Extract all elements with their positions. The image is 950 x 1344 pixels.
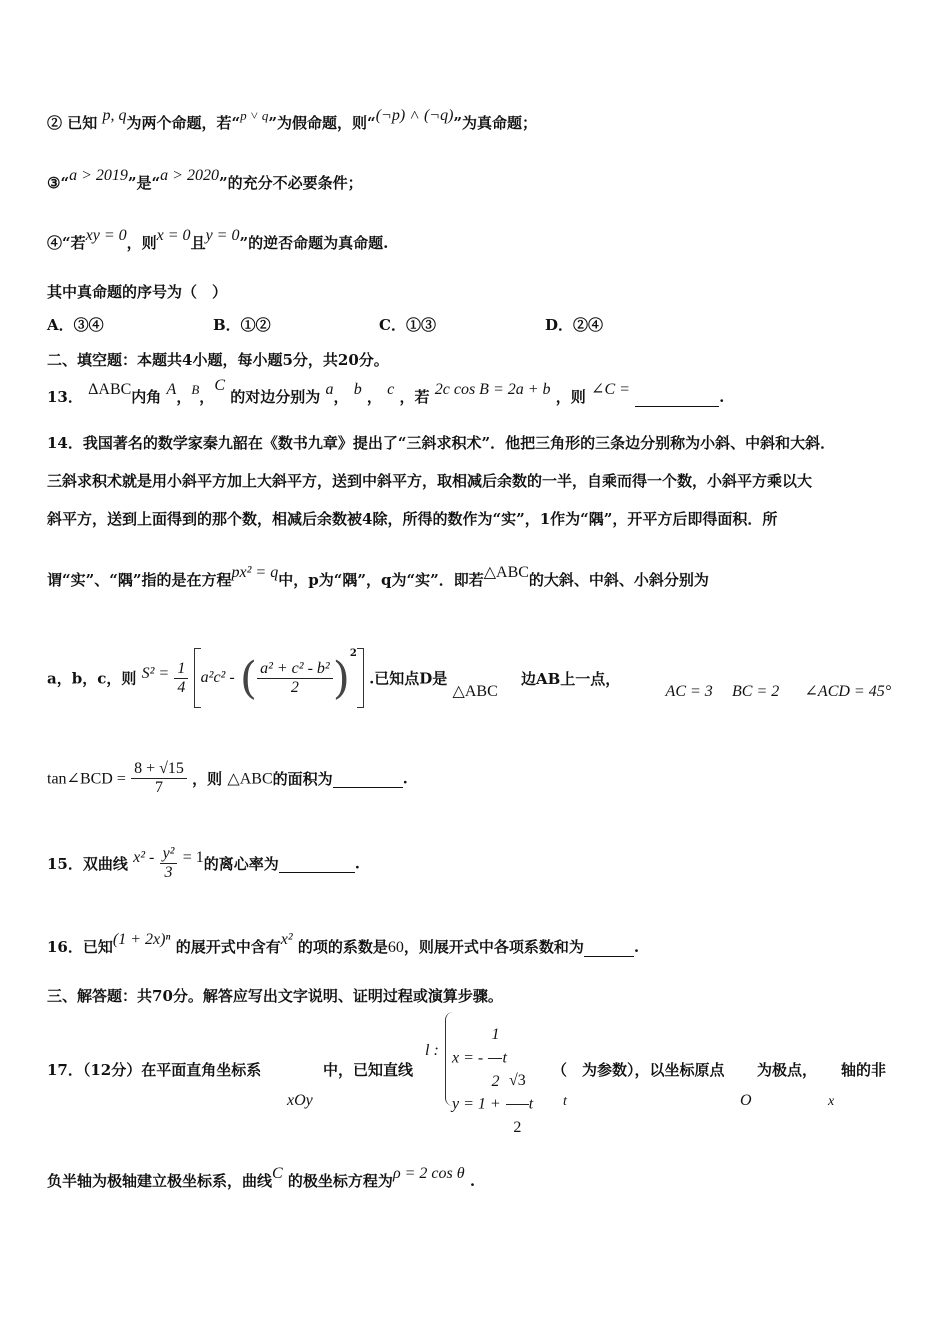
text: 中，p为“隅”，q为“实”．即若 [278,571,484,589]
text: （ 为参数），以坐标原点 [552,1061,725,1079]
numerator: 1 [488,1012,502,1059]
option-d[interactable]: D．②④ [545,316,604,334]
math-triangle: ΔABC [88,381,132,398]
answer-blank[interactable] [635,388,719,407]
options-row [47,314,711,335]
math-sqrt3-half [506,1058,529,1151]
text: ，则 [555,388,586,406]
numerator: a² + c² - b² [257,660,333,679]
math-line-l: l : [425,1042,439,1059]
math-tan-fraction [131,760,187,797]
question-14-line-2: 三斜求积术就是用小斜平方加上大斜平方，送到中斜平方，取相减后余数的一半，自乘而得一个数，小斜平方乘以大 [47,472,813,490]
math-sixty: 60 [387,939,404,956]
math-t: t [502,1049,507,1067]
param-row-y [452,1058,534,1136]
math-b: b [353,381,362,398]
text: ，若 [399,388,430,406]
text: 的大斜、中斜、小斜分别为 [528,571,709,589]
parametric-system [445,1012,534,1136]
text: 的对边分别为 [230,388,321,406]
question-13-number: 13． [47,388,83,406]
math-C: C [214,377,225,394]
text: 15．双曲线 [47,855,128,873]
text: 内角 [131,388,162,406]
text: 负半轴为极轴建立极坐标系，曲线 [47,1172,273,1190]
question-14-line-6: tan∠BCD = $\frac{8 + √15}{7}$ ，则 △ABC的面积为 . [47,760,408,796]
text: a，b，c，则 [47,669,137,688]
math-c: C [272,1165,283,1182]
math-y-eq: y = 1 + [452,1095,501,1113]
question-13: 13． ΔABC内角 A，B，C 的对边分别为 a， b ， c ，若 2c cos B = 2a + b ，则 ∠C = . [47,377,725,406]
math-a-gt-2020: a > 2020 [160,167,219,184]
math-o: O [740,1092,752,1109]
right-bracket [357,648,364,708]
math-a-gt-2019: a > 2019 [69,167,128,184]
text: 的离心率为 [203,855,279,873]
text: ”是“ [127,174,161,192]
denominator: 2 [491,1073,500,1090]
param-row-x [452,1012,533,1090]
math-triangle: △ABC [483,564,529,581]
math-a: a [325,381,334,398]
numerator: 8 + √15 [131,760,187,779]
math-t: t [563,1094,567,1109]
math-xoy: xOy [287,1092,313,1109]
math-one-quarter [174,660,188,697]
math-bc: BC = 2 [732,683,780,700]
answer-blank[interactable] [584,938,634,957]
math-px2-eq-q: px² = q [231,564,279,581]
question-14-line-5: a，b，c，则 S² = $\frac{1}{4}$ a²c² - ( $\frac{\text{a² + c² - b²}}{2}$ )$^2$ .已知点D是 △ABC 边AB上一点， AC = 3 BC = 2 ∠ACD = 45° [47,648,891,708]
option-c[interactable]: C．①③ [379,316,436,334]
math-t: t [528,1095,534,1113]
denominator: 2 [290,678,299,696]
text: 为极点， [757,1061,818,1079]
math-c: c [387,381,395,398]
statement-3 [47,167,363,193]
answer-blank[interactable] [333,769,403,788]
text: 轴的非 [841,1061,887,1079]
math-p-or-q: p ˅ q [240,108,269,123]
text: 的展开式中含有 [175,938,281,956]
text: .已知点D是 [369,669,448,688]
text: 的极坐标方程为 [287,1172,393,1190]
text: 边AB上一点， [520,669,621,688]
question-14-line-1: 14．我国著名的数学家秦九韶在《数书九章》提出了“三斜求积术”．他把三角形的三条边分别称为小斜、中斜和大斜． [47,434,836,452]
math-A: A [166,381,177,398]
text: ”的充分不必要条件； [218,174,363,192]
math-y: y = 0 [205,227,240,244]
math-ac: AC = 3 [665,683,713,700]
math-triangle: △ABC [452,683,498,700]
section-2-heading: 二、填空题：本题共4小题，每小题5分，共20分。 [47,351,389,369]
math-x-squared: x² [280,931,293,948]
math-y2-over-3 [160,845,178,882]
text: ”的逆否命题为真命题. [239,234,389,252]
statement-4-number: ④“若 [47,234,86,252]
math-s-squared: S² = [141,665,170,682]
math-x-squared: x² - [133,848,155,866]
math-pq: p, q [102,107,127,124]
numerator: √3 [506,1058,529,1105]
question-17-line-2 [47,1165,476,1191]
numerator: 1 [174,660,188,679]
text: 谓“实”、“隅”指的是在方程 [47,571,232,589]
text: 且 [190,234,206,252]
text: 16．已知 [47,938,113,956]
math-x: x [828,1094,835,1109]
denominator: 7 [155,779,164,796]
math-inner-fraction [257,660,333,697]
statement-3-number: ③“ [47,174,70,192]
denominator: 4 [177,678,186,696]
math-x-eq: x = - [452,1049,484,1067]
math-B: B [191,382,200,397]
text: ，则展开式中各项系数和为 [403,938,584,956]
math-binomial: (1 + 2x)ⁿ [112,931,171,948]
question-14-line-4 [47,564,709,590]
math-eq-one: = 1 [182,848,204,866]
option-a[interactable]: A．③④ [47,316,104,334]
text: 已知 [67,114,98,132]
question-prompt: 其中真命题的序号为（ ） [47,283,228,301]
statement-2 [47,107,538,133]
text: 17．（12分）在平面直角坐标系 [47,1061,262,1079]
math-triangle: △ABC [227,770,273,788]
denominator: 3 [164,864,173,881]
text: 的项的系数是 [297,938,388,956]
text: 为两个命题，若“ [126,114,241,132]
math-a2c2: a²c² - [200,669,235,686]
math-angle-acd: ∠ACD = 45° [804,683,892,700]
right-paren: ) [332,652,350,704]
math-tan-bcd: tan∠BCD = [47,770,126,788]
denominator: 2 [513,1119,522,1136]
text: ”为假命题，则“ [268,114,376,132]
math-notp-and-notq: (¬p) ˄ (¬q) [375,107,454,124]
left-bracket [194,648,201,708]
math-equation: 2c cos B = 2a + b [434,381,551,398]
left-paren: ( [239,652,258,704]
math-x: x = 0 [156,227,191,244]
statement-4 [47,227,389,253]
question-14-line-3: 斜平方，送到上面得到的那个数，相减后余数被4除，所得的数作为“实”，1作为“隅”，开平方后即得面积．所 [47,510,778,528]
question-16: 16．已知(1 + 2x)ⁿ 的展开式中含有x² 的项的系数是60，则展开式中各项系数和为 . [47,931,640,956]
text: ，则 [192,770,223,788]
math-angle-c: ∠C = [591,381,630,398]
question-15: 15．双曲线 x² - $\frac{\text{y²}}{3}$ = 1的离心率为 . [47,845,360,881]
option-b[interactable]: B．①② [213,316,271,334]
text: ”为真命题； [453,114,538,132]
section-3-heading: 三、解答题：共70分。解答应写出文字说明、证明过程或演算步骤。 [47,987,503,1005]
math-xy: xy = 0 [85,227,127,244]
text: 的面积为 [272,770,333,788]
math-polar-equation: ρ = 2 cos θ [392,1165,465,1182]
answer-blank[interactable] [279,854,355,873]
text: ，则 [126,234,157,252]
numerator: y² [160,845,178,864]
text: 中，已知直线 [323,1061,414,1079]
text: . [469,1172,476,1190]
statement-2-number: ② [47,114,63,132]
